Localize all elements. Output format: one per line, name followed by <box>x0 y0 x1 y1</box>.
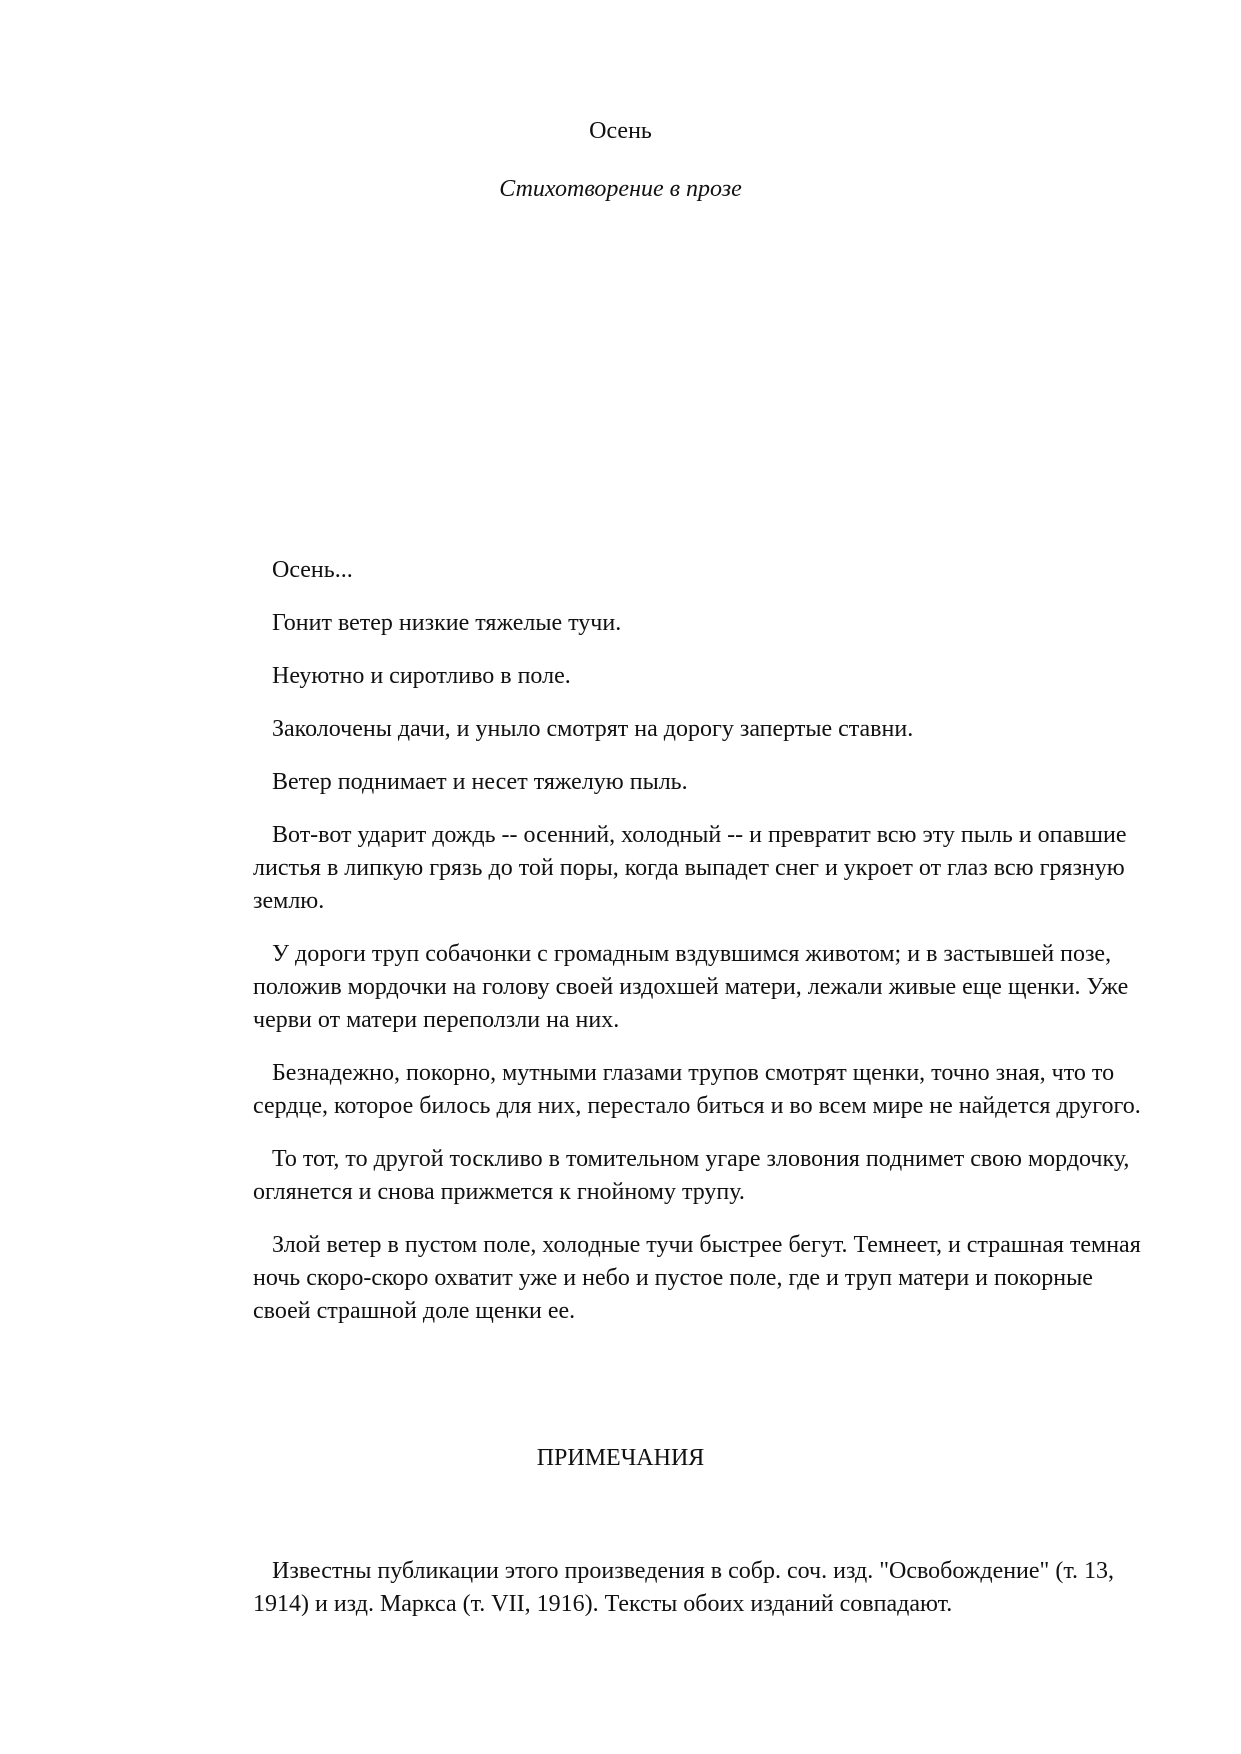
paragraph: Осень... <box>272 557 353 583</box>
document-title: Осень <box>589 118 652 144</box>
notes-text: Известны публикации этого произведения в собр. соч. изд. "Освобождение" (т. 13, 1914) и изд. Маркса (т. VII, 1916). Тексты обоих изданий совпадают. <box>253 1558 1115 1617</box>
poem-body <box>253 554 1153 1348</box>
paragraph: Вот-вот ударит дождь -- осенний, холодный -- и превратит всю эту пыль и опавшие листья в липкую грязь до той поры, когда выпадет снег и укроет от глаз всю грязную землю. <box>253 822 1127 914</box>
paragraph: Гонит ветер низкие тяжелые тучи. <box>272 610 622 636</box>
paragraph: У дороги труп собачонки с громадным вздувшимся животом; и в застывшей позе, положив мордочки на голову своей издохшей матери, лежали живые еще щенки. Уже черви от матери переползли на них. <box>253 941 1129 1033</box>
document-subtitle: Стихотворение в прозе <box>499 176 742 202</box>
paragraph: Злой ветер в пустом поле, холодные тучи быстрее бегут. Темнеет, и страшная темная ночь скоро-скоро охватит уже и небо и пустое поле, где и труп матери и покорные своей страшной доле щенки ее. <box>253 1232 1141 1324</box>
paragraph: Безнадежно, покорно, мутными глазами трупов смотрят щенки, точно зная, что то сердце, которое билось для них, перестало биться и во всем мире не найдется другого. <box>253 1060 1141 1119</box>
paragraph: Ветер поднимает и несет тяжелую пыль. <box>272 769 688 795</box>
paragraph: Неуютно и сиротливо в поле. <box>272 663 571 689</box>
notes-heading: ПРИМЕЧАНИЯ <box>536 1445 705 1471</box>
paragraph: Заколочены дачи, и уныло смотрят на дорогу запертые ставни. <box>272 716 914 742</box>
paragraph: То тот, то другой тоскливо в томительном угаре зловония поднимет свою мордочку, оглянется и снова прижмется к гнойному трупу. <box>253 1146 1130 1205</box>
